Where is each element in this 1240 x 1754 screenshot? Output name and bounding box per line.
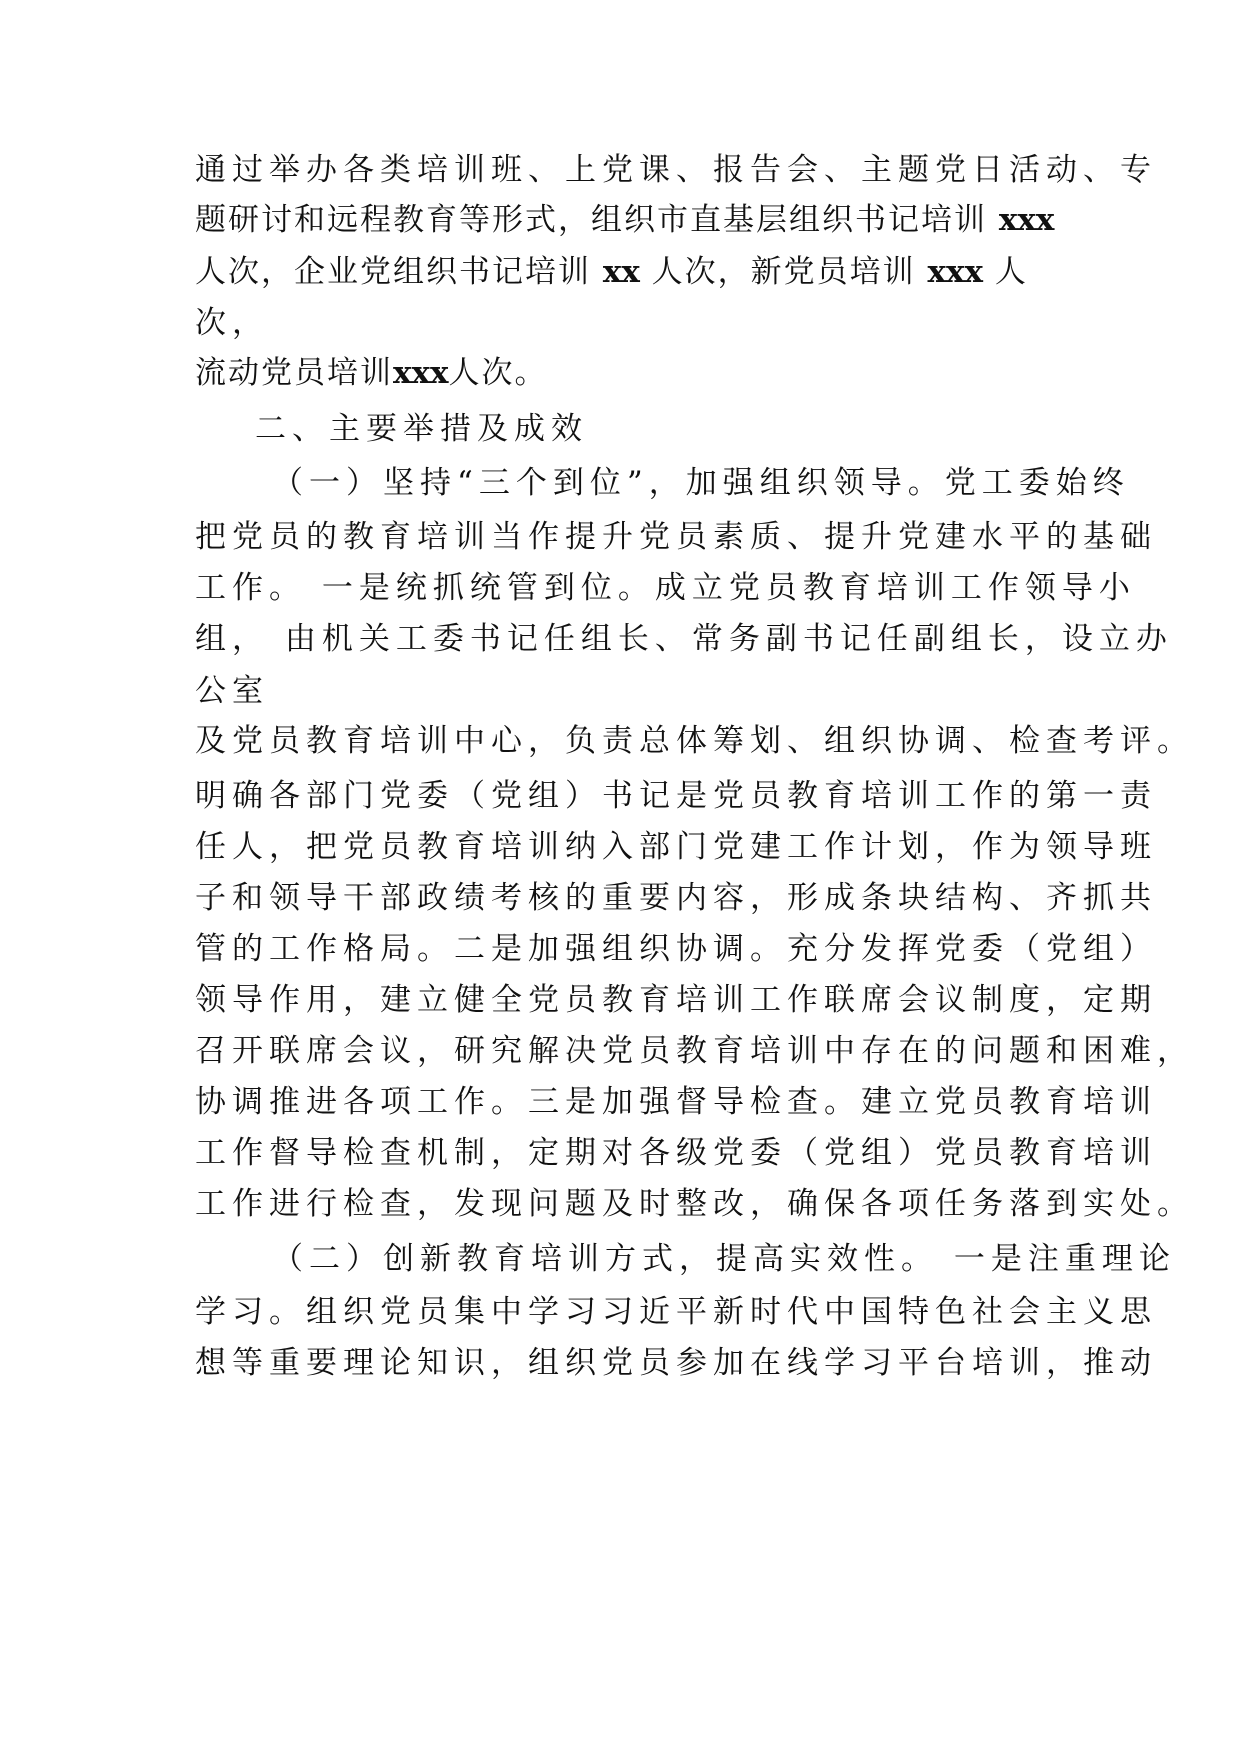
text-run: 通过举办各类培训班、上党课、报告会、主题党日活动、专 — [195, 152, 1157, 188]
text-run: 协调推进各项工作。三是加强督导检查。建立党员教育培训 — [195, 1084, 1157, 1120]
text-run: 工作。 一是统抓统管到位。成立党员教育培训工作领导小 — [195, 570, 1136, 606]
text-run: 工作进行检查，发现问题及时整改，确保各项任务落到实处。 — [195, 1186, 1194, 1222]
text-run: 工作督导检查机制，定期对各级党委（党组）党员教育培训 — [195, 1135, 1157, 1171]
text-run: 领导作用，建立健全党员教育培训工作联席会议制度，定期 — [195, 982, 1157, 1018]
text-run: 明确各部门党委（党组）书记是党员教育培训工作的第一责 — [195, 778, 1157, 814]
paragraph-line — [195, 1292, 1157, 1332]
paragraph-line — [195, 353, 547, 393]
text-run: 人次。 — [448, 355, 548, 391]
text-run: 任人，把党员教育培训纳入部门党建工作计划，作为领导班 — [195, 829, 1157, 865]
text-run: 管的工作格局。二是加强组织协调。充分发挥党委（党组） — [195, 931, 1157, 967]
text-run: 人次，企业党组织书记培训 — [195, 254, 603, 290]
paragraph-line — [195, 1082, 1157, 1122]
paragraph-line — [195, 619, 1173, 659]
paragraph-line — [195, 980, 1157, 1020]
number-placeholder: xxx — [998, 202, 1055, 238]
paragraph-line — [195, 776, 1157, 816]
text-run: 及党员教育培训中心，负责总体筹划、组织协调、检查考评。 — [195, 723, 1194, 759]
paragraph-line — [195, 1031, 1194, 1071]
paragraph-line — [272, 1239, 1176, 1279]
number-placeholder: xx — [602, 254, 640, 290]
text-run: 组， 由机关工委书记任组长、常务副书记任副组长，设立办 — [195, 621, 1173, 657]
text-run: 人次，新党员培训 — [639, 254, 928, 290]
section-heading — [255, 409, 588, 449]
paragraph-line — [195, 303, 269, 343]
text-run: 次， — [195, 305, 269, 341]
text-run: 题研讨和远程教育等形式，组织市直基层组织书记培训 — [195, 202, 999, 238]
text-run: 公室 — [195, 673, 269, 709]
paragraph-line — [195, 1133, 1157, 1173]
paragraph-line — [195, 721, 1194, 761]
paragraph-line — [195, 200, 1054, 240]
paragraph-line — [195, 1184, 1194, 1224]
paragraph-line — [195, 252, 1028, 292]
paragraph-line — [195, 517, 1157, 557]
text-run: （二）创新教育培训方式，提高实效性。 一是注重理论 — [272, 1241, 1176, 1277]
text-run: 把党员的教育培训当作提升党员素质、提升党建水平的基础 — [195, 519, 1157, 555]
paragraph-line — [195, 929, 1157, 969]
text-run: 子和领导干部政绩考核的重要内容，形成条块结构、齐抓共 — [195, 880, 1157, 916]
paragraph-line — [195, 827, 1157, 867]
text-run: 流动党员培训 — [195, 355, 393, 391]
text-run: （一）坚持“三个到位”，加强组织领导。党工委始终 — [272, 465, 1130, 501]
paragraph-line — [272, 463, 1130, 503]
text-run: 二、主要举措及成效 — [255, 411, 588, 447]
paragraph-line — [195, 878, 1157, 918]
paragraph-line — [195, 671, 269, 711]
text-run: 学习。组织党员集中学习习近平新时代中国特色社会主义思 — [195, 1294, 1157, 1330]
text-run: 召开联席会议，研究解决党员教育培训中存在的问题和困难， — [195, 1033, 1194, 1069]
number-placeholder: xxx — [927, 254, 983, 290]
paragraph-line — [195, 150, 1157, 190]
text-run: 想等重要理论知识，组织党员参加在线学习平台培训，推动 — [195, 1345, 1157, 1381]
paragraph-line — [195, 1343, 1157, 1383]
paragraph-line — [195, 568, 1136, 608]
text-run: 人 — [983, 254, 1028, 290]
number-placeholder: xxx — [393, 355, 449, 391]
